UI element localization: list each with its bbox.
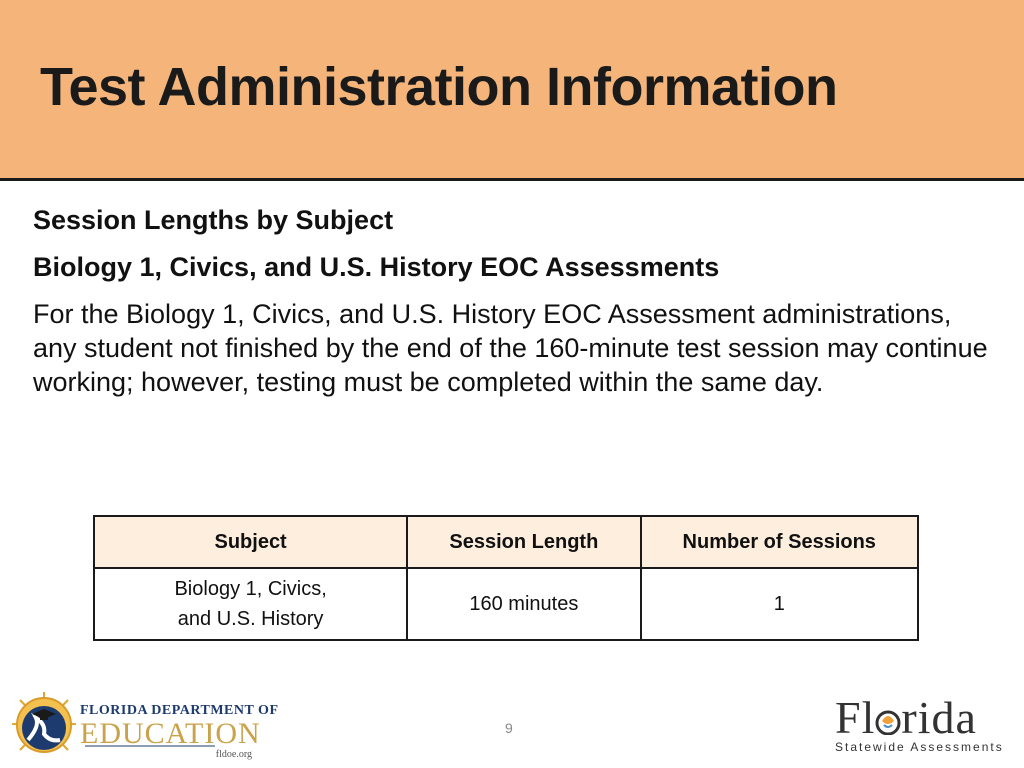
fsa-word-post: rida [901, 692, 977, 743]
slide-title: Test Administration Information [40, 57, 838, 117]
fldoe-url: fldoe.org [215, 749, 252, 760]
fldoe-seal-icon [12, 692, 76, 752]
cell-subject-line2: and U.S. History [177, 608, 324, 630]
title-band [0, 0, 1024, 181]
fsa-word-pre: Fl [835, 692, 876, 743]
body-paragraph: For the Biology 1, Civics, and U.S. History EOC Assessment administrations, any student not finished by the end of the 160-minute test session may continue working; however, testing must be completed within the same day. [33, 299, 988, 397]
cell-sessions: 1 [641, 568, 919, 640]
fldoe-line2: EDUCATION [80, 717, 261, 750]
table-header-row [94, 516, 918, 568]
session-table [93, 515, 919, 641]
slide-content [33, 205, 993, 399]
header-subject: Subject [94, 516, 407, 568]
header-session-length: Session Length [407, 516, 640, 568]
fsa-wordmark [835, 692, 1004, 743]
cell-subject [94, 568, 407, 640]
fsa-subtitle: Statewide Assessments [835, 740, 1004, 754]
fldoe-wordmark [80, 703, 279, 760]
section-heading: Session Lengths by Subject [33, 205, 394, 235]
cell-session-length: 160 minutes [407, 568, 640, 640]
table-row [94, 568, 918, 640]
fldoe-line1: FLORIDA DEPARTMENT OF [80, 703, 279, 718]
page-number: 9 [505, 720, 513, 736]
header-number-of-sessions: Number of Sessions [641, 516, 919, 568]
subsection-heading: Biology 1, Civics, and U.S. History EOC Assessments [33, 252, 720, 282]
fsa-logo [835, 692, 1004, 754]
cell-subject-line1: Biology 1, Civics, [174, 578, 327, 600]
florida-o-icon [875, 707, 901, 735]
